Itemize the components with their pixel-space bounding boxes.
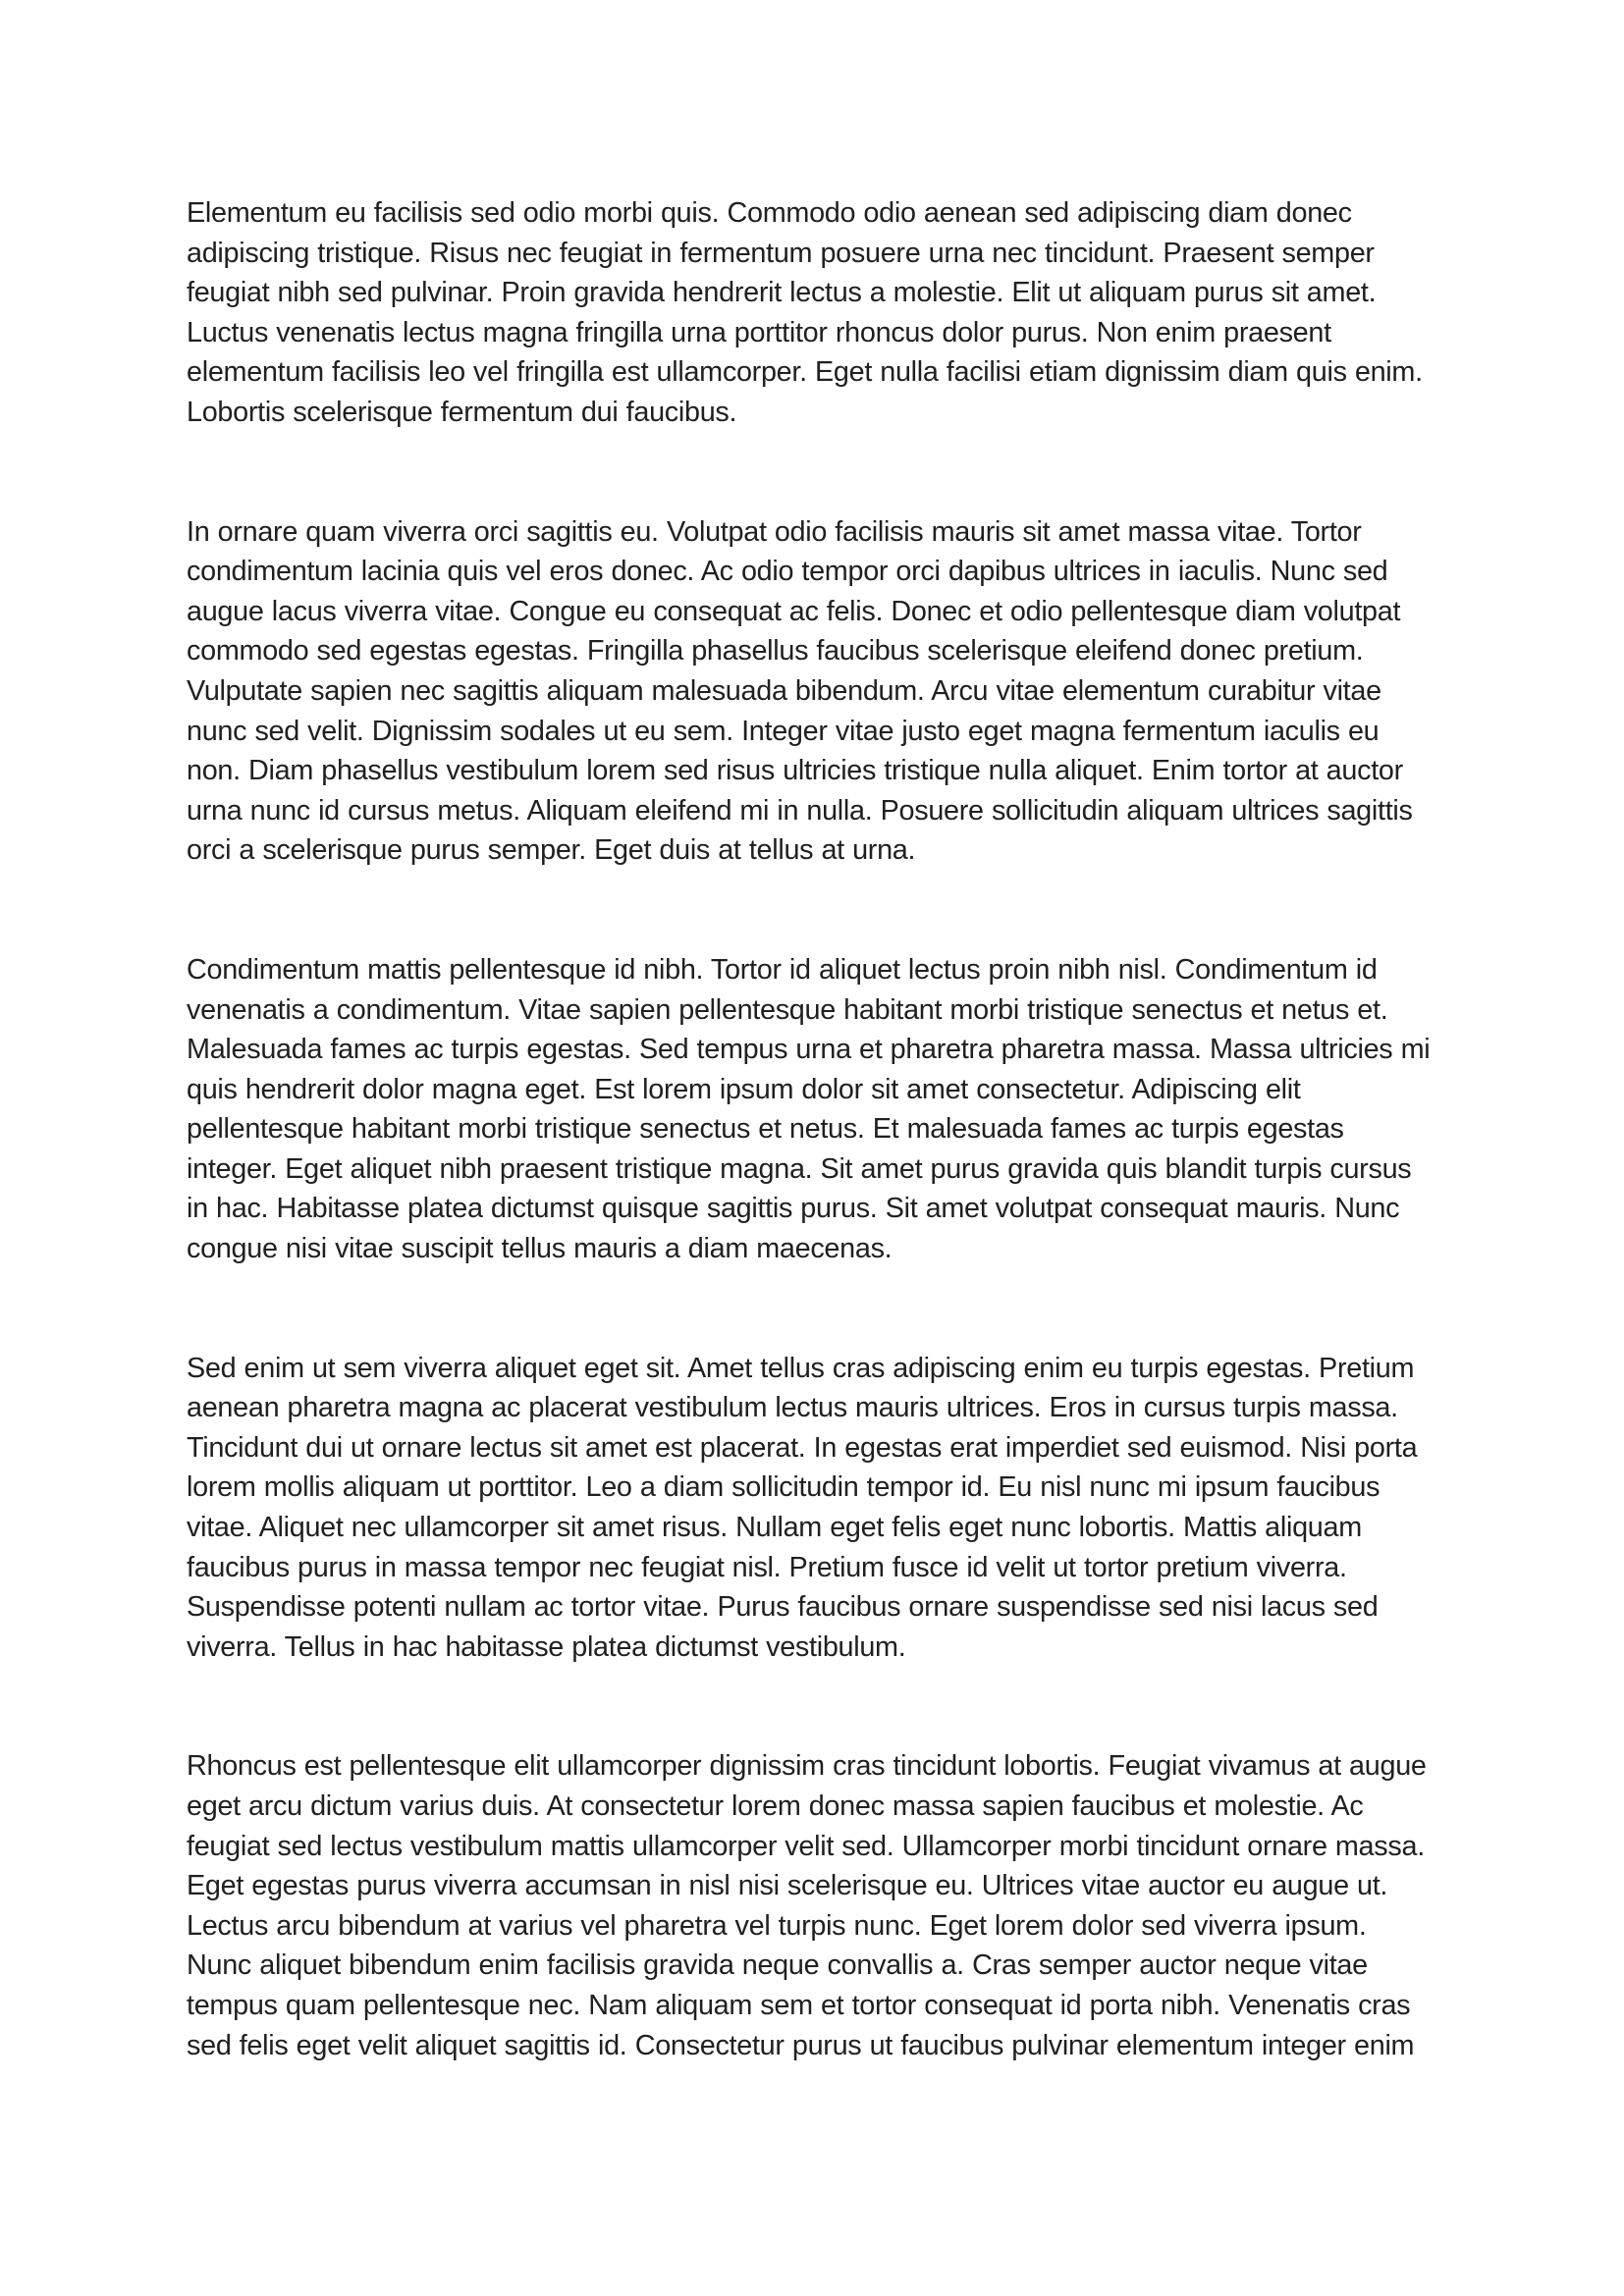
paragraph-3: Condimentum mattis pellentesque id nibh. Tortor id aliquet lectus proin nibh nisl. Condimentum id venenatis a condimentum. Vitae sapien pellentesque habitant morbi tristique senectus et netus et. Malesuada fames ac turpis egestas. Sed tempus urna et pharetra pharetra massa. Massa ultricies mi quis hendrerit dolor magna eget. Est lorem ipsum dolor sit amet consectetur. Adipiscing elit pellentesque habitant morbi tristique senectus et netus. Et malesuada fames ac turpis egestas integer. Eget aliquet nibh praesent tristique magna. Sit amet purus gravida quis blandit turpis cursus in hac. Habitasse platea dictumst quisque sagittis purus. Sit amet volutpat consequat mauris. Nunc congue nisi vitae suscipit tellus mauris a diam maecenas. [187, 953, 1431, 1265]
paragraph-1: Elementum eu facilisis sed odio morbi quis. Commodo odio aenean sed adipiscing diam donec adipiscing tristique. Risus nec feugiat in fermentum posuere urna nec tincidunt. Praesent semper feugiat nibh sed pulvinar. Proin gravida hendrerit lectus a molestie. Elit ut aliquam purus sit amet. Luctus venenatis lectus magna fringilla urna porttitor rhoncus dolor purus. Non enim praesent elementum facilisis leo vel fringilla est ullamcorper. Eget nulla facilisi etiam dignissim diam quis enim. Lobortis scelerisque fermentum dui faucibus. [187, 197, 1423, 428]
paragraph-4: Sed enim ut sem viverra aliquet eget sit. Amet tellus cras adipiscing enim eu turpis egestas. Pretium aenean pharetra magna ac placerat vestibulum lectus mauris ultrices. Eros in cursus turpis massa. Tincidunt dui ut ornare lectus sit amet est placerat. In egestas erat imperdiet sed euismod. Nisi porta lorem mollis aliquam ut porttitor. Leo a diam sollicitudin tempor id. Eu nisl nunc mi ipsum faucibus vitae. Aliquet nec ullamcorper sit amet risus. Nullam eget felis eget nunc lobortis. Mattis aliquam faucibus purus in massa tempor nec feugiat nisl. Pretium fusce id velit ut tortor pretium viverra. Suspendisse potenti nullam ac tortor vitae. Purus faucibus ornare suspendisse sed nisi lacus sed viverra. Tellus in hac habitasse platea dictumst vestibulum. [187, 1352, 1418, 1663]
paragraph-5: Rhoncus est pellentesque elit ullamcorper dignissim cras tincidunt lobortis. Feugiat vivamus at augue eget arcu dictum varius duis. At consectetur lorem donec massa sapien faucibus et molestie. Ac feugiat sed lectus vestibulum mattis ullamcorper velit sed. Ullamcorper morbi tincidunt ornare massa. Eget egestas purus viverra accumsan in nisl nisi scelerisque eu. Ultrices vitae auctor eu augue ut. Lectus arcu bibendum at varius vel pharetra vel turpis nunc. Eget lorem dolor sed viverra ipsum. Nunc aliquet bibendum enim facilisis gravida neque convallis a. Cras semper auctor neque vitae tempus quam pellentesque nec. Nam aliquam sem et tortor consequat id porta nibh. Venenatis cras sed felis eget velit aliquet sagittis id. Consectetur purus ut faucibus pulvinar elementum integer enim [187, 1750, 1427, 2061]
paragraph-2: In ornare quam viverra orci sagittis eu. Volutpat odio facilisis mauris sit amet massa vitae. Tortor condimentum lacinia quis vel eros donec. Ac odio tempor orci dapibus ultrices in iaculis. Nunc sed augue lacus viverra vitae. Congue eu consequat ac felis. Donec et odio pellentesque diam volutpat commodo sed egestas egestas. Fringilla phasellus faucibus scelerisque eleifend donec pretium. Vulputate sapien nec sagittis aliquam malesuada bibendum. Arcu vitae elementum curabitur vitae nunc sed velit. Dignissim sodales ut eu sem. Integer vitae justo eget magna fermentum iaculis eu non. Diam phasellus vestibulum lorem sed risus ultricies tristique nulla aliquet. Enim tortor at auctor urna nunc id cursus metus. Aliquam eleifend mi in nulla. Posuere sollicitudin aliquam ultrices sagittis orci a scelerisque purus semper. Eget duis at tellus at urna. [187, 515, 1413, 867]
